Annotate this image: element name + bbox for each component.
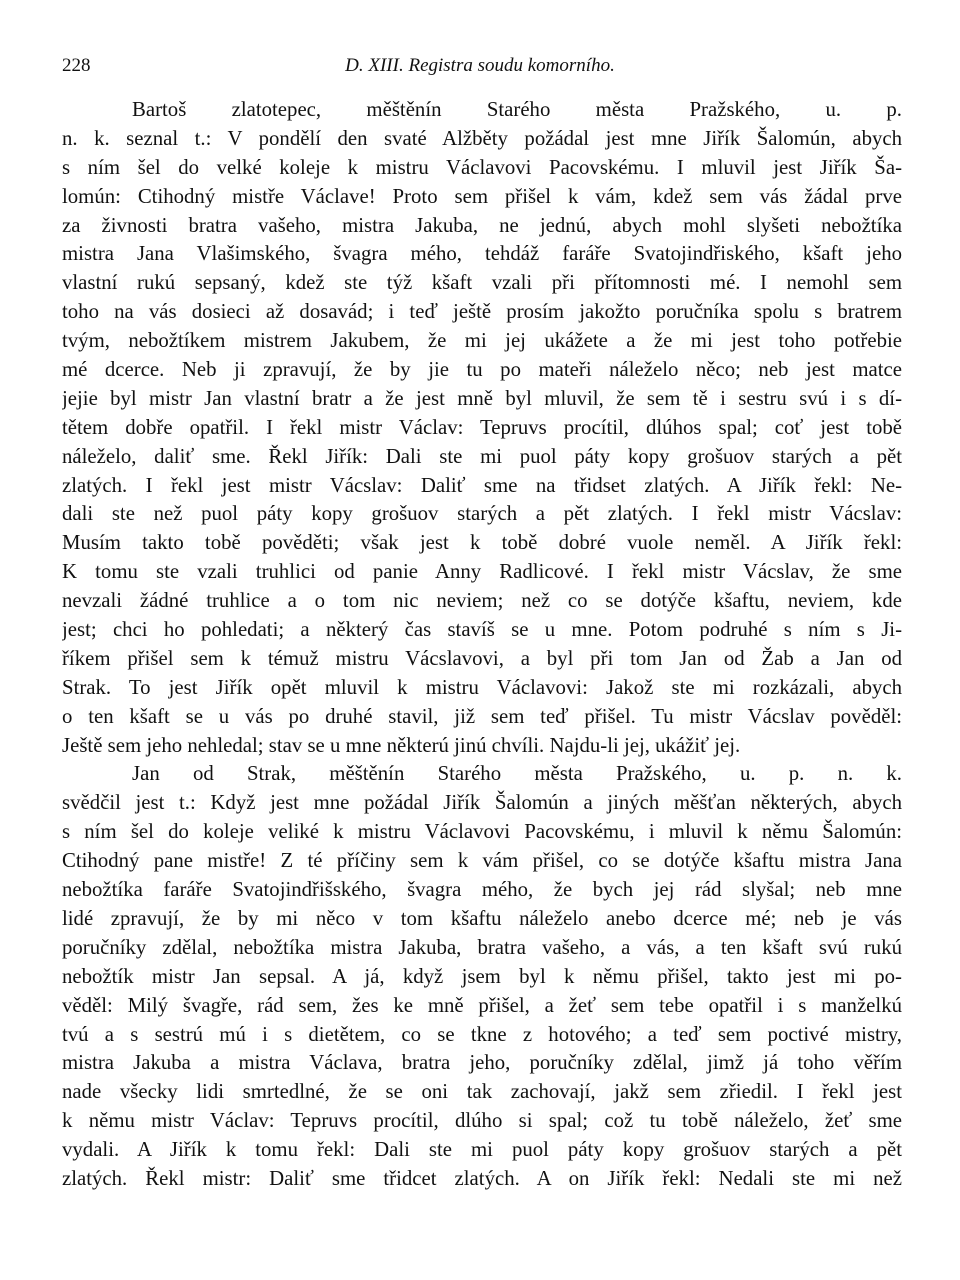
page-header [62,55,898,85]
text-line: n. k. seznal t.: V pondělí den svaté Alžběty požádal jest mne Jiřík Šalomún, abych [62,126,902,150]
text-line: náleželo, daliť sme. Řekl Jiřík: Dali ste mi puol páty kopy grošuov starých a pět [62,444,902,468]
text-line: k němu mistr Václav: Tepruvs procítil, dlúho si spal; což tu tobě náleželo, žeť sme [62,1109,902,1133]
text-line: o ten kšaft se u vás po druhé stavil, již sem teď přišel. Tu mistr Vácslav pověděl: [62,704,902,728]
text-line: s ním šel do velké koleje k mistru Václavovi Pacovskému. I mluvil jest Jiřík Ša- [62,155,902,179]
text-line: lidé zpravují, že by mi něco v tom kšaftu náleželo anebo dcerce mé; neb je vás [62,906,902,930]
text-line: vlastní rukú sepsaný, kdež ste týž kšaft vzali při přítomnosti mé. I nemohl sem [62,271,902,295]
text-line: za živnosti bratra vašeho, mistra Jakuba, ne jednú, abych mohl slyšeti nebožtíka [62,213,902,237]
text-line: nebožtík mistr Jan sepsal. A já, když jsem byl k němu přišel, takto jest mi po- [62,964,902,988]
text-line: svědčil jest t.: Když jest mne požádal Jiřík Šalomún a jiných měšťan některých, abych [62,791,902,815]
running-title: D. XIII. Registra soudu komorního. [345,55,615,76]
text-line: nebožtíka faráře Svatojindřišského, švagra mého, že bych jej rád slyšal; neb mne [62,878,902,902]
text-line: věděl: Milý švagře, rád sem, žes ke mně přišel, a žeť sem tebe opatřil i s manželkú [62,993,902,1017]
text-line: Bartoš zlatotepec, měštěnín Starého města Pražského, u. p. [132,98,902,121]
text-line: jest; chci ho pohledati; a některý čas stavíš se u mne. Potom podruhé s ním s Ji- [62,618,902,642]
text-line: dali ste než puol páty kopy grošuov starých a pět zlatých. I řekl mistr Vácslav: [62,502,902,526]
text-line: nade všecky lidi smrtedlné, že se oni tak zachovají, jakž sem zřiedil. I řekl jest [62,1080,902,1104]
text-line: poručníky zdělal, nebožtíka mistra Jakuba, bratra vašeho, a vás, a ten kšaft svú rukú [62,935,902,959]
text-line: lomún: Ctihodný mistře Václave! Proto sem přišel k vám, kdež sem vás žádal prve [62,184,902,208]
text-line: s ním šel do koleje veliké k mistru Václavovi Pacovskému, i mluvil k němu Šalomún: [62,820,902,844]
text-line: Strak. To jest Jiřík opět mluvil k mistru Václavovi: Jakož ste mi rozkázali, abych [62,675,902,699]
text-line: mistra Jakuba a mistra Václava, bratra jeho, poručníky zdělal, jimž já toho věřím [62,1051,902,1075]
text-line: nevzali žádné truhlice a o tom nic neviem; než co se dotýče kšaftu, neviem, kde [62,589,902,613]
text-line: Ctihodný pane mistře! Z té příčiny sem k vám přišel, co se dotýče kšaftu mistra Jana [62,849,902,873]
text-line: mé dcerce. Neb ji zpravují, že by jie tu po mateři náleželo něco; neb jest matce [62,358,902,382]
text-line: K tomu ste vzali truhlici od panie Anny Radlicové. I řekl mistr Vácslav, že sme [62,560,902,584]
text-line: tvým, nebožtíkem mistrem Jakubem, že mi jej ukážete a že mi jest toho potřebie [62,329,902,353]
body-text [62,96,902,1194]
text-line: tětem dobře opatřil. I řekl mistr Václav: Tepruvs procítil, dlúhos spal; coť jest tobě [62,415,902,439]
page-number: 228 [62,55,91,76]
text-line: jejie byl mistr Jan vlastní bratr a že jest mně byl mluvil, že sem tě i sestru svú i s dí- [62,386,902,410]
text-line: říkem přišel sem k témuž mistru Vácslavovi, a byl při tom Jan od Žab a Jan od [62,646,902,670]
text-line: tvú a s sestrú mú i s dietětem, co se tkne z hotového; a teď sem poctivé mistry, [62,1022,902,1046]
text-line: Ještě sem jeho nehledal; stav se u mne některú jinú chvíli. Najdu-li jej, ukážiť jej. [62,733,741,757]
text-line: zlatých. Řekl mistr: Daliť sme třidcet zlatých. A on Jiřík řekl: Nedali ste mi než [62,1166,902,1190]
text-line: toho na vás dosieci až dosavád; i teď ještě prosím jakožto poručníka spolu s bratrem [62,300,902,324]
text-line: Musím takto tobě pověděti; však jest k tobě dobré vuole neměl. A Jiřík řekl: [62,531,902,555]
text-line: zlatých. I řekl jest mistr Vácslav: Daliť sme na třidset zlatých. A Jiřík řekl: Ne- [62,473,902,497]
text-line: mistra Jana Vlašimského, švagra mého, tehdáž faráře Svatojindřiského, kšaft jeho [62,242,902,266]
text-line: Jan od Strak, měštěnín Starého města Pražského, u. p. n. k. [132,762,902,786]
text-line: vydali. A Jiřík k tomu řekl: Dali ste mi puol páty kopy grošuov starých a pět [62,1138,902,1162]
